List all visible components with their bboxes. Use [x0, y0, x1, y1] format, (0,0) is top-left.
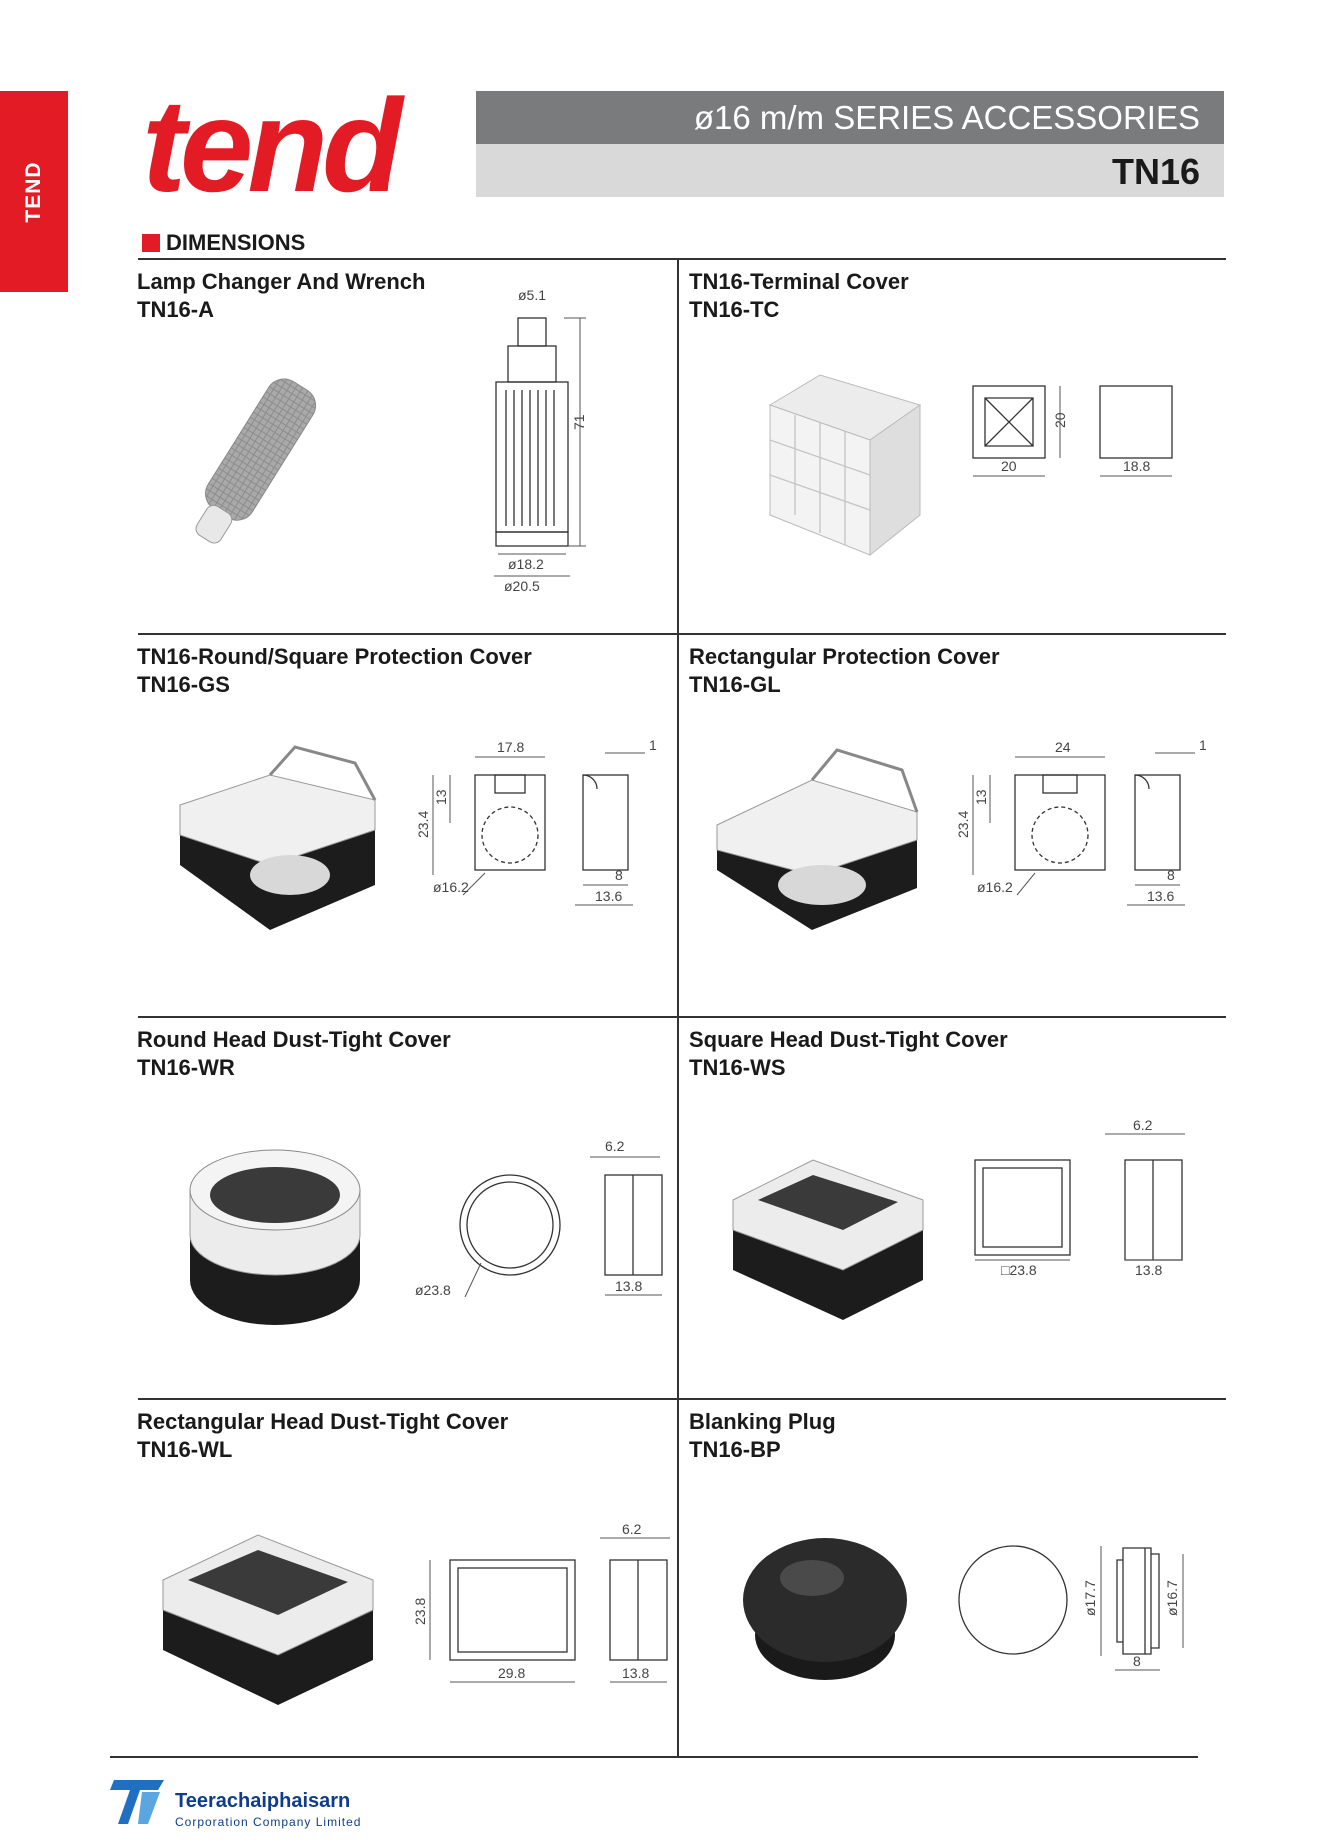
product-code: TN16-WR	[137, 1055, 235, 1080]
dim-label: 6.2	[622, 1521, 642, 1537]
protection-cover-gs-photo	[180, 735, 380, 930]
terminal-cover-photo	[760, 365, 940, 565]
dim-label: ø16.2	[977, 879, 1013, 895]
product-title: Lamp Changer And Wrench	[137, 269, 426, 294]
dim-label: 18.8	[1123, 458, 1151, 474]
protection-cover-gl-drawing	[955, 735, 1215, 915]
dim-label: 23.8	[412, 1597, 428, 1625]
dim-label: 1	[649, 737, 657, 753]
product-title: TN16-Terminal Cover	[689, 269, 909, 294]
dim-label: 13.8	[622, 1665, 650, 1681]
dim-label: 20	[1052, 412, 1068, 428]
grid-divider	[677, 258, 679, 1756]
product-title: Square Head Dust-Tight Cover	[689, 1027, 1008, 1052]
dim-label: 17.8	[497, 739, 525, 755]
grid-line	[138, 633, 1226, 635]
product-code: TN16-A	[137, 297, 215, 322]
dim-label: 23.4	[415, 810, 431, 838]
lamp-changer-photo	[150, 350, 380, 550]
dim-label: 6.2	[1133, 1117, 1153, 1133]
dim-label: 13	[433, 789, 449, 805]
product-title: Round Head Dust-Tight Cover	[137, 1027, 451, 1052]
dim-label: ø20.5	[504, 578, 540, 594]
side-tab	[0, 91, 68, 292]
grid-line	[110, 1756, 1198, 1758]
dim-label: 71	[571, 414, 587, 430]
section-bullet-icon	[142, 234, 160, 252]
dim-label: 8	[615, 867, 623, 883]
protection-cover-gl-photo	[712, 740, 922, 930]
product-code: TN16-TC	[689, 297, 780, 322]
series-title: ø16 m/m SERIES ACCESSORIES	[476, 91, 1224, 144]
dim-label: □23.8	[1001, 1262, 1037, 1278]
dim-label: 8	[1167, 867, 1175, 883]
dim-label: 6.2	[605, 1138, 625, 1154]
dim-label: 20	[1001, 458, 1017, 474]
lamp-changer-drawing	[480, 280, 600, 594]
dim-label: 23.4	[955, 810, 971, 838]
company-subtitle: Corporation Company Limited	[175, 1815, 362, 1829]
grid-line	[138, 1016, 1226, 1018]
dim-label: 8	[1133, 1653, 1141, 1669]
round-dust-cover-drawing	[405, 1135, 675, 1310]
dim-label: 29.8	[498, 1665, 526, 1681]
dim-label: 13.8	[1135, 1262, 1163, 1278]
dim-label: 13.6	[595, 888, 623, 904]
product-title: Rectangular Head Dust-Tight Cover	[137, 1409, 509, 1434]
dim-label: ø16.7	[1164, 1580, 1180, 1616]
grid-line	[138, 258, 1226, 260]
product-code: TN16-GS	[137, 672, 230, 697]
round-dust-cover-photo	[185, 1145, 365, 1330]
rect-dust-cover-photo	[158, 1510, 378, 1705]
dim-label: ø16.2	[433, 879, 469, 895]
company-name: Teerachaiphaisarn	[175, 1790, 351, 1812]
dim-label: ø5.1	[518, 287, 547, 303]
square-dust-cover-photo	[728, 1130, 928, 1320]
product-code: TN16-WL	[137, 1437, 233, 1462]
dim-label: ø18.2	[508, 556, 544, 572]
product-code: TN16-BP	[689, 1437, 781, 1462]
blanking-plug-photo	[740, 1530, 910, 1695]
blanking-plug-drawing	[955, 1520, 1215, 1690]
product-code: TN16-GL	[689, 672, 781, 697]
dim-label: 13.6	[1147, 888, 1175, 904]
product-title: TN16-Round/Square Protection Cover	[137, 644, 532, 669]
side-tab-label: TEND	[22, 160, 45, 223]
product-code: TN16-WS	[689, 1055, 786, 1080]
square-dust-cover-drawing	[965, 1117, 1205, 1290]
dim-label: 13	[973, 789, 989, 805]
dim-label: 1	[1199, 737, 1207, 753]
brand-logo: tend	[142, 72, 397, 219]
product-title: Blanking Plug	[689, 1409, 836, 1434]
dim-label: ø23.8	[415, 1282, 451, 1298]
dim-label: 24	[1055, 739, 1071, 755]
dim-label: 13.8	[615, 1278, 643, 1294]
product-title: Rectangular Protection Cover	[689, 644, 1000, 669]
model-title: TN16	[476, 144, 1224, 197]
rect-dust-cover-drawing	[400, 1510, 670, 1690]
dim-label: ø17.7	[1082, 1580, 1098, 1616]
terminal-cover-drawing	[965, 380, 1205, 490]
grid-line	[138, 1398, 1226, 1400]
section-heading-label: DIMENSIONS	[166, 230, 306, 255]
company-logo-icon	[110, 1770, 168, 1828]
protection-cover-gs-drawing	[405, 735, 665, 915]
section-heading	[142, 230, 305, 256]
